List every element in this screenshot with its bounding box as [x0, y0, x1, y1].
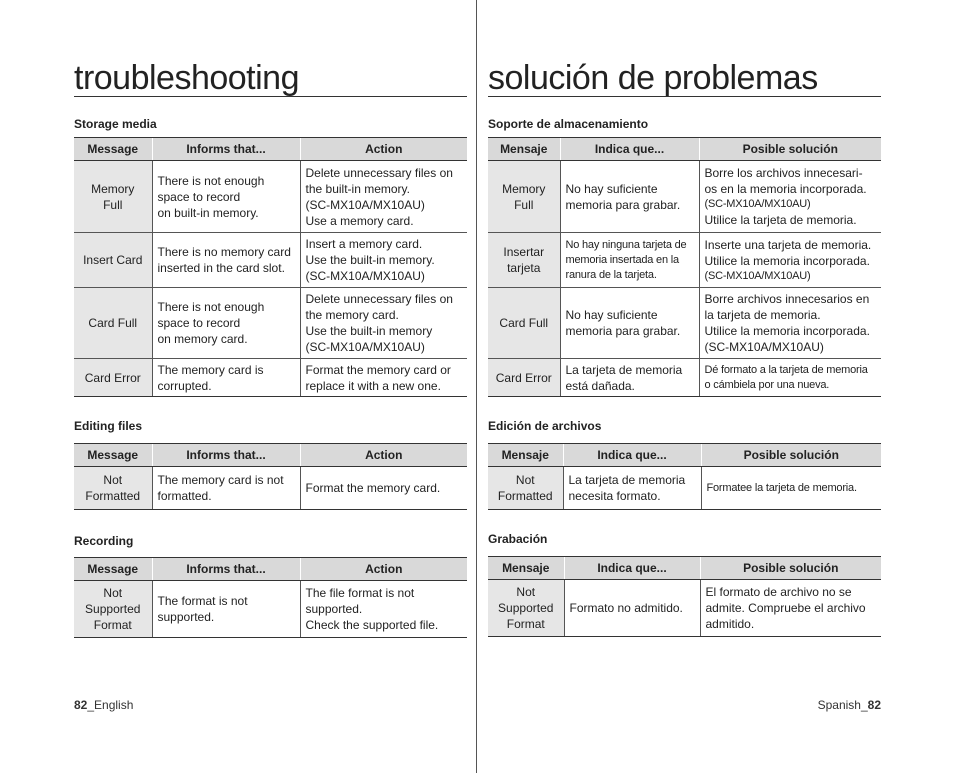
table-header-row — [488, 444, 881, 467]
table-row — [488, 288, 881, 359]
page-footer-spanish — [818, 698, 881, 712]
message-cell: Not Supported Format — [488, 580, 564, 637]
page-divider — [476, 0, 477, 773]
message-cell: Card Full — [488, 288, 560, 359]
action-cell: Format the memory card or replace it with a new one. — [300, 359, 467, 397]
message-cell: Insert Card — [74, 233, 152, 288]
editing-files-table — [74, 443, 467, 510]
page-title: troubleshooting — [74, 60, 467, 97]
header-informs: Indica que... — [564, 557, 700, 580]
informs-cell: There is not enough space to record on built-in memory. — [152, 161, 300, 233]
informs-cell: Formato no admitido. — [564, 580, 700, 637]
action-cell: El formato de archivo no se admite. Compruebe el archivo admitido. — [700, 580, 881, 637]
informs-cell: La tarjeta de memoria está dañada. — [560, 359, 699, 397]
table-row — [74, 467, 467, 510]
editing-files-table — [488, 443, 881, 510]
table-header-row — [74, 138, 467, 161]
footer-language: _English — [87, 698, 134, 712]
message-cell: Card Error — [74, 359, 152, 397]
informs-cell: La tarjeta de memoria necesita formato. — [563, 467, 701, 510]
header-action: Posible solución — [700, 557, 881, 580]
recording-table — [74, 557, 467, 638]
informs-cell: The format is not supported. — [152, 581, 300, 638]
table-row — [488, 359, 881, 397]
header-action: Action — [300, 138, 467, 161]
message-cell: Insertar tarjeta — [488, 233, 560, 288]
action-cell — [699, 233, 881, 288]
message-cell: Memory Full — [488, 161, 560, 233]
action-cell: Format the memory card. — [300, 467, 467, 510]
table-row — [488, 233, 881, 288]
action-cell — [699, 161, 881, 233]
header-message: Mensaje — [488, 444, 563, 467]
table-row — [74, 359, 467, 397]
storage-media-table — [74, 137, 467, 397]
action-cell: Delete unnecessary files on the memory card. Use the built-in memory (SC-MX10A/MX10AU) — [300, 288, 467, 359]
section-label-editing: Edición de archivos — [488, 419, 602, 433]
section-label-editing: Editing files — [74, 419, 143, 433]
informs-cell: The memory card is not formatted. — [152, 467, 300, 510]
header-action: Action — [300, 558, 467, 581]
section-label-recording: Grabación — [488, 532, 548, 546]
header-message: Message — [74, 138, 152, 161]
action-cell: Formatee la tarjeta de memoria. — [701, 467, 881, 510]
informs-cell: There is no memory card inserted in the card slot. — [152, 233, 300, 288]
table-row — [74, 233, 467, 288]
table-header-row — [488, 138, 881, 161]
action-line: Utilice la tarjeta de memoria. — [704, 213, 857, 227]
header-action: Posible solución — [701, 444, 881, 467]
table-row — [488, 580, 881, 637]
table-header-row — [74, 558, 467, 581]
footer-language: Spanish_ — [817, 698, 868, 712]
page-number: 82 — [867, 698, 881, 712]
header-informs: Informs that... — [152, 444, 300, 467]
header-informs: Informs that... — [152, 138, 300, 161]
informs-cell: The memory card is corrupted. — [152, 359, 300, 397]
page-number: 82 — [74, 698, 88, 712]
table-header-row — [488, 557, 881, 580]
table-header-row — [74, 444, 467, 467]
informs-cell: No hay ninguna tarjeta de memoria insertada en la ranura de la tarjeta. — [560, 233, 699, 288]
header-message: Mensaje — [488, 138, 560, 161]
header-action: Posible solución — [699, 138, 881, 161]
header-message: Message — [74, 558, 152, 581]
action-line: Inserte una tarjeta de memoria. Utilice la memoria incorporada. — [704, 237, 872, 268]
page-title: solución de problemas — [488, 60, 881, 97]
message-cell: Not Formatted — [488, 467, 563, 510]
message-cell: Card Error — [488, 359, 560, 397]
table-row — [488, 161, 881, 233]
table-row — [74, 161, 467, 233]
message-cell: Not Formatted — [74, 467, 152, 510]
storage-media-table — [488, 137, 881, 397]
action-cell: Borre archivos innecesarios en la tarjeta de memoria. Utilice la memoria incorporada. (SC-MX10A/MX10AU) — [699, 288, 881, 359]
message-cell: Memory Full — [74, 161, 152, 233]
action-line: Borre los archivos innecesari- os en la memoria incorporada. — [704, 166, 867, 196]
message-cell: Not Supported Format — [74, 581, 152, 638]
header-action: Action — [300, 444, 467, 467]
model-note: (SC-MX10A/MX10AU) — [704, 198, 811, 210]
action-cell: The file format is not supported. Check the supported file. — [300, 581, 467, 638]
action-cell: Insert a memory card. Use the built-in memory. (SC-MX10A/MX10AU) — [300, 233, 467, 288]
table-row — [74, 581, 467, 638]
model-note: (SC-MX10A/MX10AU) — [704, 269, 811, 282]
recording-table — [488, 556, 881, 637]
header-message: Mensaje — [488, 557, 564, 580]
header-informs: Indica que... — [560, 138, 699, 161]
action-cell: Dé formato a la tarjeta de memoria o cámbiela por una nueva. — [699, 359, 881, 397]
section-label-storage: Soporte de almacenamiento — [488, 117, 649, 131]
header-message: Message — [74, 444, 152, 467]
informs-cell: There is not enough space to record on memory card. — [152, 288, 300, 359]
header-informs: Indica que... — [563, 444, 701, 467]
table-row — [74, 288, 467, 359]
action-cell: Delete unnecessary files on the built-in memory. (SC-MX10A/MX10AU) Use a memory card. — [300, 161, 467, 233]
informs-cell: No hay suficiente memoria para grabar. — [560, 288, 699, 359]
informs-cell: No hay suficiente memoria para grabar. — [560, 161, 699, 233]
page-footer-english — [74, 698, 133, 712]
message-cell: Card Full — [74, 288, 152, 359]
table-row — [488, 467, 881, 510]
section-label-recording: Recording — [74, 534, 134, 548]
header-informs: Informs that... — [152, 558, 300, 581]
section-label-storage: Storage media — [74, 117, 157, 131]
